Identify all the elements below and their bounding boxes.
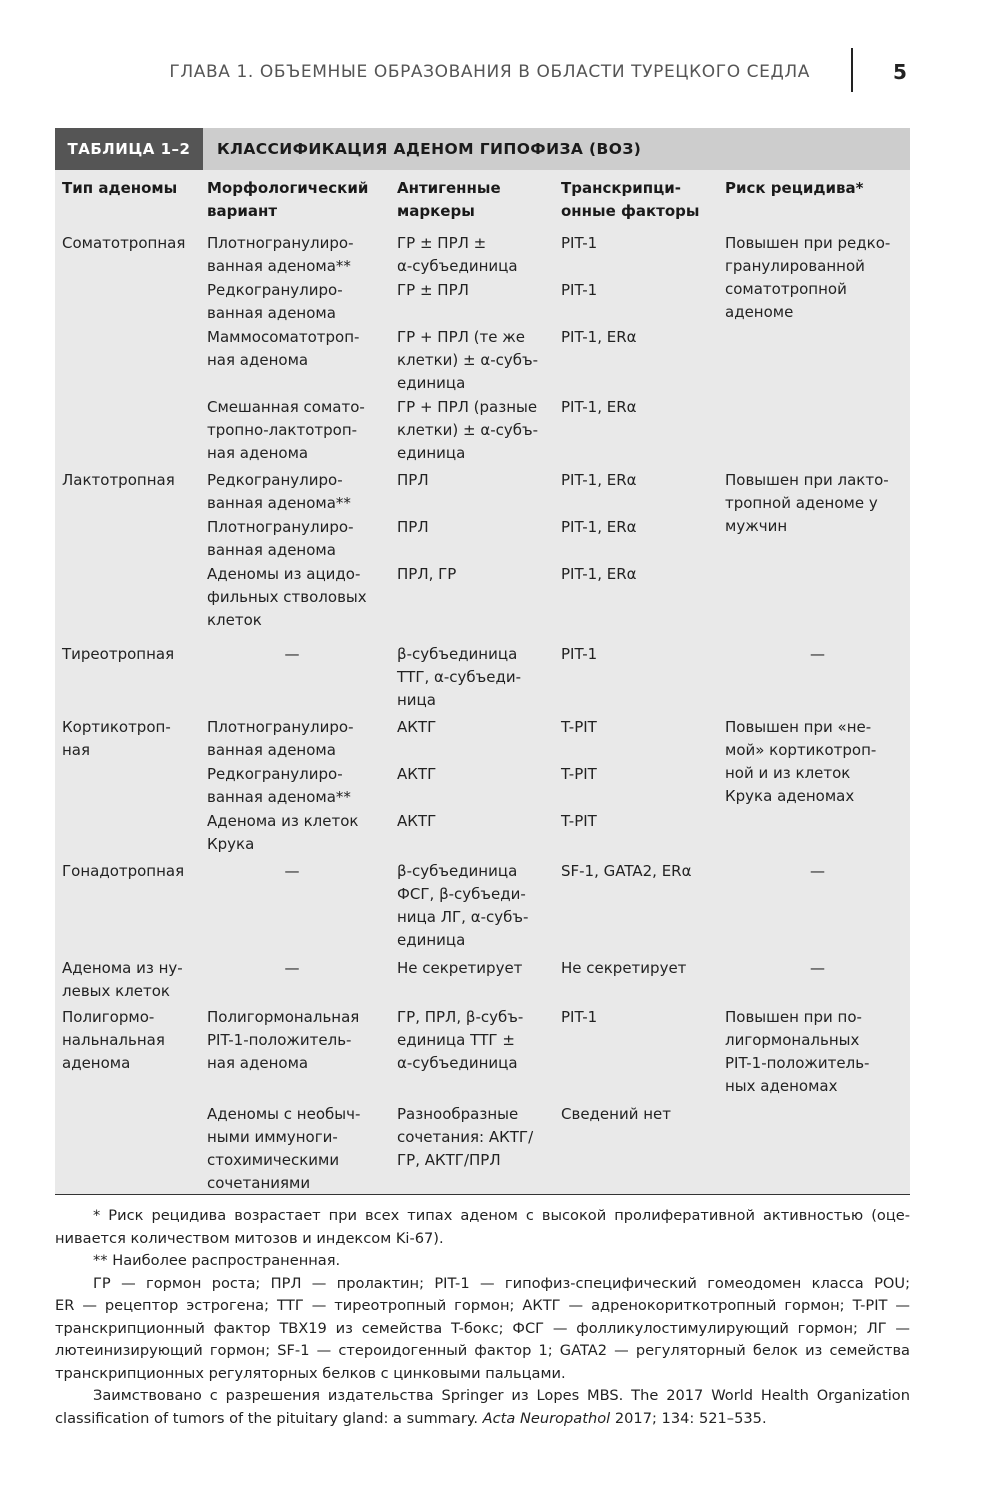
source-text: classification of tumors of the pituitary gland: a summary.: [55, 1409, 483, 1427]
cell-type: левых клеток: [62, 982, 170, 1000]
cell-tf: T-PIT: [561, 765, 597, 783]
classification-table: [55, 128, 910, 1194]
cell-antigen: ГР + ПРЛ (те же: [397, 328, 525, 346]
cell-risk: мужчин: [725, 517, 788, 535]
cell-morph: PIT-1-положитель-: [207, 1031, 352, 1049]
cell-morph: Редкогранулиро-: [207, 281, 343, 299]
cell-morph: ными иммуноги-: [207, 1128, 338, 1146]
cell-risk: Повышен при по-: [725, 1008, 862, 1026]
cell-antigen: единица: [397, 374, 466, 392]
cell-tf: PIT-1, ERα: [561, 565, 637, 583]
table-title-bar: [55, 128, 910, 170]
column-header-antigen: Антигенные: [397, 179, 501, 197]
column-header-tf: Транскрипци-: [561, 179, 681, 197]
cell-tf: PIT-1: [561, 645, 598, 663]
cell-morph: Аденома из клеток: [207, 812, 359, 830]
cell-risk: —: [810, 862, 825, 880]
page-number: 5: [893, 60, 907, 84]
cell-morph: ванная аденома**: [207, 788, 351, 806]
cell-antigen: ФСГ, β-субъеди-: [397, 885, 526, 903]
cell-morph: ванная аденома: [207, 304, 336, 322]
cell-morph: ная аденома: [207, 444, 309, 462]
cell-antigen: ГР ± ПРЛ: [397, 281, 469, 299]
cell-risk: —: [810, 959, 825, 977]
cell-morph: фильных стволовых: [207, 588, 367, 606]
cell-antigen: β-субъединица: [397, 862, 518, 880]
column-header-antigen: маркеры: [397, 202, 475, 220]
cell-antigen: клетки) ± α-субъ-: [397, 421, 539, 439]
cell-risk: лигормональных: [725, 1031, 860, 1049]
cell-type: Гонадотропная: [62, 862, 185, 880]
cell-antigen: ница ЛГ, α-субъ-: [397, 908, 529, 926]
source-citation: 2017; 134: 521–535.: [610, 1409, 767, 1427]
source-line: [55, 1408, 910, 1431]
cell-antigen: АКТГ: [397, 765, 437, 783]
column-header-risk: Риск рецидива*: [725, 179, 864, 197]
column-header-type: Тип аденомы: [62, 179, 178, 197]
table-bottom-rule: [55, 1194, 910, 1195]
cell-type: Соматотропная: [62, 234, 186, 252]
cell-morph: ванная аденома**: [207, 257, 351, 275]
cell-type: нальнальная: [62, 1031, 165, 1049]
cell-morph: клеток: [207, 611, 262, 629]
cell-tf: PIT-1: [561, 281, 598, 299]
cell-risk: Крука аденомах: [725, 787, 855, 805]
header-divider: [851, 48, 853, 92]
cell-antigen: единица: [397, 444, 466, 462]
cell-type: ная: [62, 741, 91, 759]
cell-tf: SF-1, GATA2, ERα: [561, 862, 692, 880]
abbreviations-line: лютеинизирующий гормон; SF-1 — стероидогенный фактор 1; GATA2 — регуляторный белок из семейства: [55, 1342, 910, 1359]
cell-morph: Крука: [207, 835, 255, 853]
cell-tf: T-PIT: [561, 718, 597, 736]
cell-antigen: сочетания: АКТГ/: [397, 1128, 534, 1146]
cell-type: Кортикотроп-: [62, 718, 171, 736]
cell-tf: PIT-1, ERα: [561, 328, 637, 346]
column-header-morph: вариант: [207, 202, 278, 220]
cell-type: Полигормо-: [62, 1008, 155, 1026]
cell-morph: ванная аденома**: [207, 494, 351, 512]
cell-tf: Не секретирует: [561, 959, 687, 977]
column-header-tf: онные факторы: [561, 202, 700, 220]
cell-morph: Полигормональная: [207, 1008, 360, 1026]
cell-morph: Аденомы с необыч-: [207, 1105, 361, 1123]
cell-morph: Смешанная сомато-: [207, 398, 365, 416]
abbreviations-line: транскрипционный фактор TBX19 из семейства T-бокс; ФСГ — фолликулостимулирующий гормон; ЛГ —: [55, 1319, 910, 1337]
cell-tf: T-PIT: [561, 812, 597, 830]
cell-antigen: ГР, АКТГ/ПРЛ: [397, 1151, 501, 1169]
cell-morph: ная аденома: [207, 1054, 309, 1072]
cell-morph: сочетаниями: [207, 1174, 311, 1192]
cell-morph: —: [284, 645, 300, 663]
cell-antigen: ТТГ, α-субъеди-: [397, 668, 522, 686]
cell-type: Аденома из ну-: [62, 959, 183, 977]
abbreviations-line: транскрипционных регуляторных белков с цинковыми пальцами.: [55, 1364, 566, 1382]
cell-morph: ванная аденома: [207, 541, 336, 559]
table-notes: [55, 1205, 910, 1430]
abbreviations-line: ГР — гормон роста; ПРЛ — пролактин; PIT-1 — гипофиз-специфический гомеодомен класса POU;: [93, 1274, 910, 1292]
risk-note-line: нивается количеством митозов и индексом Ki-67).: [55, 1229, 444, 1247]
cell-tf: PIT-1, ERα: [561, 471, 637, 489]
cell-risk: ных аденомах: [725, 1077, 838, 1095]
cell-risk: гранулированной: [725, 257, 865, 275]
cell-antigen: Разнообразные: [397, 1105, 519, 1123]
cell-tf: PIT-1: [561, 1008, 598, 1026]
cell-risk: —: [810, 645, 825, 663]
cell-risk: мой» кортикотроп-: [725, 741, 877, 759]
cell-risk: тропной аденоме у: [725, 494, 878, 512]
cell-antigen: ПРЛ: [397, 518, 429, 536]
risk-note-line: * Риск рецидива возрастает при всех типах аденом с высокой пролиферативной активностью (оце-: [93, 1207, 910, 1224]
cell-antigen: Не секретирует: [397, 959, 523, 977]
cell-morph: Редкогранулиро-: [207, 765, 343, 783]
cell-antigen: АКТГ: [397, 718, 437, 736]
cell-antigen: ПРЛ: [397, 471, 429, 489]
cell-antigen: ПРЛ, ГР: [397, 565, 457, 583]
cell-risk: аденоме: [725, 303, 794, 321]
cell-morph: —: [284, 862, 300, 880]
cell-risk: PIT-1-положитель-: [725, 1054, 870, 1072]
table-title: КЛАССИФИКАЦИЯ АДЕНОМ ГИПОФИЗА (ВОЗ): [217, 140, 642, 158]
cell-tf: PIT-1: [561, 234, 598, 252]
cell-risk: Повышен при «не-: [725, 718, 872, 736]
chapter-title: ГЛАВА 1. ОБЪЕМНЫЕ ОБРАЗОВАНИЯ В ОБЛАСТИ ТУРЕЦКОГО СЕДЛА: [169, 62, 810, 82]
cell-antigen: ница: [397, 691, 436, 709]
cell-morph: стохимическими: [207, 1151, 340, 1169]
cell-antigen: ГР + ПРЛ (разные: [397, 398, 538, 416]
cell-tf: PIT-1, ERα: [561, 398, 637, 416]
running-head: [0, 60, 1000, 90]
cell-antigen: единица ТТГ ±: [397, 1031, 515, 1049]
cell-tf: PIT-1, ERα: [561, 518, 637, 536]
cell-type: аденома: [62, 1054, 131, 1072]
cell-morph: ванная аденома: [207, 741, 336, 759]
cell-morph: Редкогранулиро-: [207, 471, 343, 489]
cell-morph: Плотногранулиро-: [207, 234, 354, 252]
source-line: Заимствовано с разрешения издательства Springer из Lopes MBS. The 2017 World Health Organization: [93, 1387, 910, 1404]
cell-antigen: ГР ± ПРЛ ±: [397, 234, 487, 252]
cell-risk: Повышен при редко-: [725, 234, 891, 252]
cell-type: Лактотропная: [62, 471, 175, 489]
cell-antigen: α-субъединица: [397, 1054, 518, 1072]
cell-antigen: α-субъединица: [397, 257, 518, 275]
cell-antigen: единица: [397, 931, 466, 949]
cell-antigen: ГР, ПРЛ, β-субъ-: [397, 1008, 524, 1026]
journal-name: Acta Neuropathol: [482, 1409, 611, 1427]
cell-morph: ная аденома: [207, 351, 309, 369]
cell-morph: Плотногранулиро-: [207, 518, 354, 536]
cell-risk: соматотропной: [725, 280, 847, 298]
cell-risk: ной и из клеток: [725, 764, 851, 782]
cell-morph: Маммосоматотроп-: [207, 328, 360, 346]
table-label: ТАБЛИЦА 1–2: [55, 128, 203, 170]
cell-morph: Аденомы из ацидо-: [207, 565, 361, 583]
cell-antigen: β-субъединица: [397, 645, 518, 663]
column-header-morph: Морфологический: [207, 179, 369, 197]
cell-morph: тропно-лактотроп-: [207, 421, 358, 439]
cell-tf: Сведений нет: [561, 1105, 671, 1123]
abbreviations-line: ER — рецептор эстрогена; ТТГ — тиреотропный гормон; АКТГ — адренокориткотропный гормон; T-PIT —: [55, 1297, 910, 1314]
cell-risk: Повышен при лакто-: [725, 471, 889, 489]
cell-antigen: клетки) ± α-субъ-: [397, 351, 539, 369]
cell-type: Тиреотропная: [62, 645, 175, 663]
cell-morph: Плотногранулиро-: [207, 718, 354, 736]
common-note: ** Наиболее распространенная.: [93, 1252, 341, 1269]
cell-morph: —: [284, 959, 300, 977]
cell-antigen: АКТГ: [397, 812, 437, 830]
